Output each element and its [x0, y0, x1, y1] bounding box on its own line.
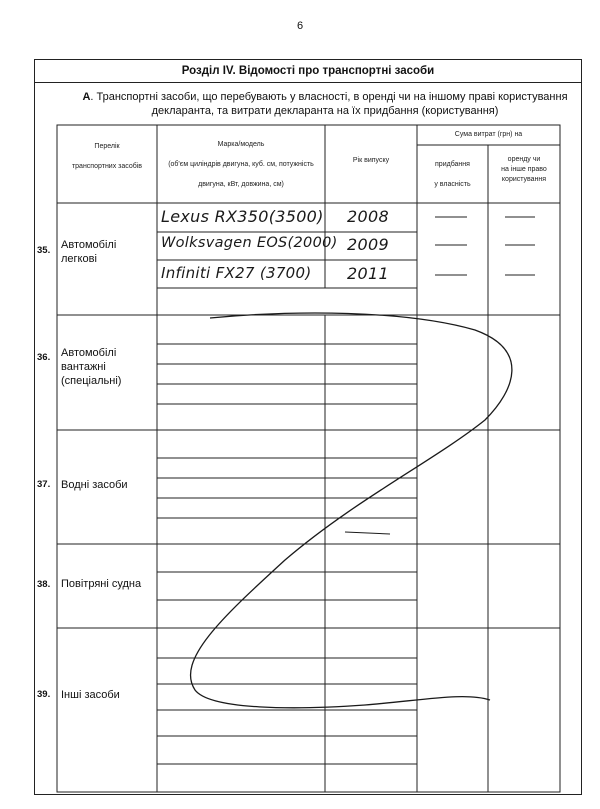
- subtitle-line1: . Транспортні засоби, що перебувають у власності, в оренді чи на іншому праві користування: [90, 91, 568, 103]
- car-model-1: Lexus RX350(3500): [161, 207, 324, 226]
- subtitle-line2: декларанта, та витрати декларанта на їх придбання (користування): [151, 105, 499, 117]
- car-model-3: Infiniti FX27 (3700): [161, 264, 312, 282]
- car-model-2: Wolksvagen EOS(2000): [161, 235, 338, 251]
- strike-through-scribble: [191, 313, 512, 708]
- row-num-36: 36.: [37, 352, 51, 363]
- row-num-39: 39.: [37, 689, 51, 700]
- declaration-form: [34, 59, 582, 795]
- row-label-37: Водні засоби: [61, 479, 128, 491]
- header-year: Рік випуску: [352, 157, 390, 164]
- header-expenses: Сума витрат (грн) на: [454, 131, 523, 138]
- car-year-1: 2008: [347, 207, 389, 226]
- row-num-38: 38.: [37, 579, 51, 590]
- row-label-36: Автомобілі вантажні (спеціальні): [61, 347, 122, 387]
- subtitle-letter: А: [82, 91, 91, 103]
- car-year-3: 2011: [347, 264, 389, 283]
- header-rent: оренду чи на інше право користування: [501, 156, 547, 183]
- row-label-39: Інші засоби: [61, 689, 120, 701]
- row-num-37: 37.: [37, 479, 51, 490]
- section-title: Розділ IV. Відомості про транспортні засоби: [35, 60, 581, 83]
- page-number: 6: [296, 20, 304, 32]
- header-list: Перелік транспортних засобів: [71, 143, 143, 170]
- row-label-35: Автомобілі легкові: [61, 239, 117, 265]
- car-year-2: 2009: [347, 235, 389, 254]
- header-purchase: придбання у власність: [434, 161, 471, 188]
- row-label-38: Повітряні судна: [61, 578, 142, 590]
- row-num-35: 35.: [37, 245, 51, 256]
- header-make: Марка/модель (об'єм циліндрів двигуна, куб. см, потужність двигуна, кВт, довжина, см): [168, 141, 314, 188]
